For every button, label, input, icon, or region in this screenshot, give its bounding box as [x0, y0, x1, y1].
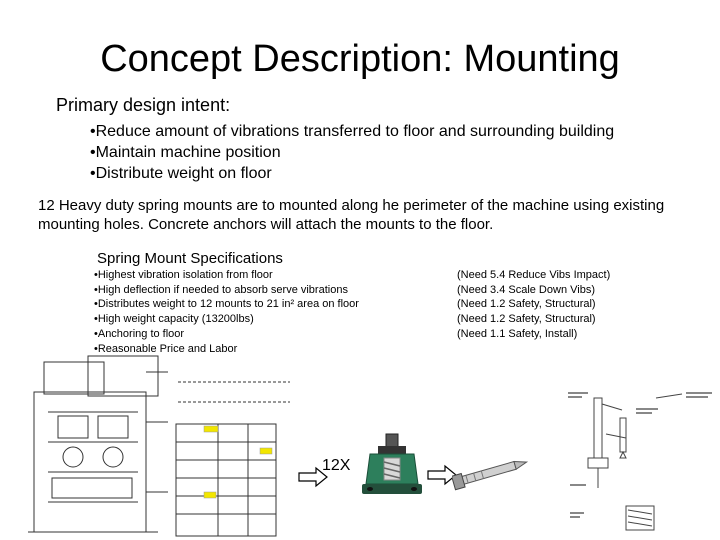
intent-item: •Distribute weight on floor [90, 165, 272, 182]
spring-mount-icon [362, 432, 422, 500]
need-item: (Need 5.4 Reduce Vibs Impact) [457, 269, 611, 281]
mounting-paragraph: 12 Heavy duty spring mounts are to mounted along he perimeter of the machine using existing mounting holes. Concrete anchors will attach the mounts to the floor. [38, 197, 665, 233]
need-item: (Need 3.4 Scale Down Vibs) [457, 283, 595, 296]
spec-item: •High deflection if needed to absorb serve vibrations [94, 283, 348, 296]
spec-item: •Anchoring to floor [94, 327, 185, 340]
spec-list [94, 268, 359, 356]
need-item: (Need 1.2 Safety, Structural) [457, 298, 596, 311]
spec-item: •Distributes weight to 12 mounts to 21 in² area on floor [94, 298, 359, 311]
intent-list [90, 121, 614, 184]
right-arrow-icon [298, 466, 328, 488]
slide-title: Concept Description: Mounting [100, 38, 620, 80]
spec-item: •High weight capacity (13200lbs) [94, 313, 254, 326]
spec-item: •Highest vibration isolation from floor [94, 269, 273, 281]
intent-item: •Maintain machine position [90, 144, 281, 161]
machine-drawing-icon [28, 352, 296, 538]
mount-detail-icon [566, 388, 716, 538]
intent-heading: Primary design intent: [56, 95, 231, 115]
need-item: (Need 1.1 Safety, Install) [457, 327, 578, 340]
concrete-anchor-icon [452, 452, 532, 492]
need-list [457, 268, 610, 342]
intent-item: •Reduce amount of vibrations transferred to floor and surrounding building [90, 123, 615, 140]
need-item: (Need 1.2 Safety, Structural) [457, 313, 596, 326]
spec-item: •Reasonable Price and Labor [94, 342, 238, 355]
quantity-label: 12X [322, 457, 351, 474]
spec-heading: Spring Mount Specifications [97, 250, 283, 267]
